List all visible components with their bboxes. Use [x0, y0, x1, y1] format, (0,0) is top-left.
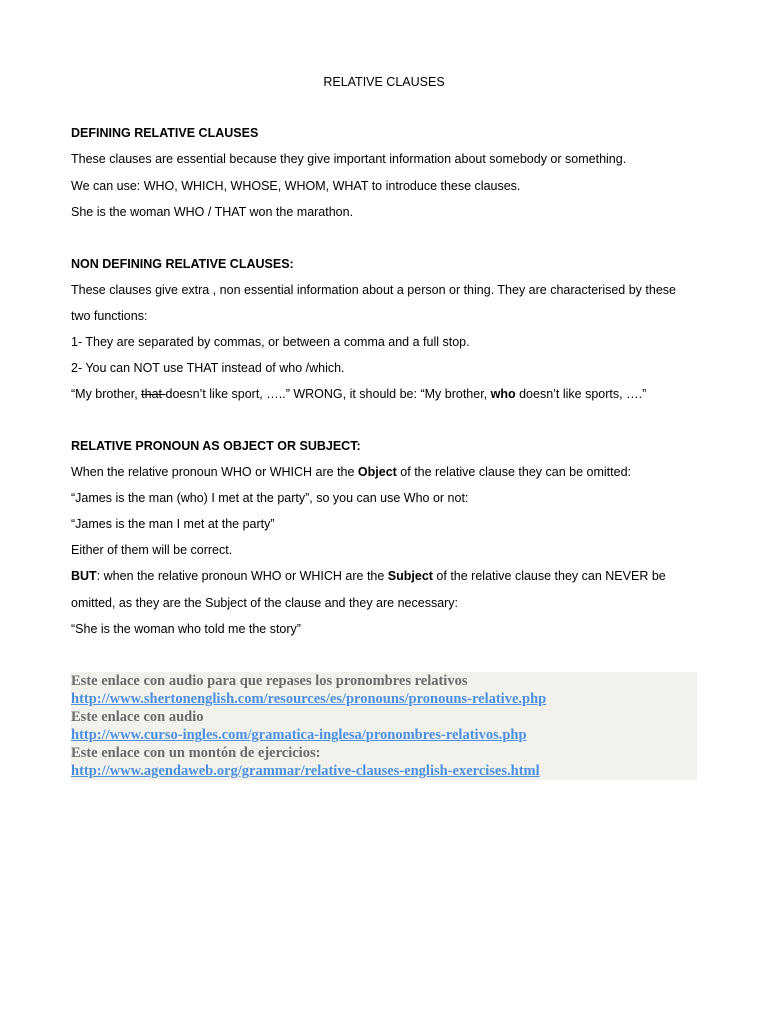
non-defining-heading: NON DEFINING RELATIVE CLAUSES: — [71, 257, 294, 271]
link-agendaweb[interactable]: http://www.agendaweb.org/grammar/relative-clauses-english-exercises.html — [71, 763, 540, 779]
subject-line-mid: : when the relative pronoun WHO or WHICH are the — [96, 569, 388, 583]
page-title: RELATIVE CLAUSES — [323, 75, 445, 89]
subject-line-1 — [71, 569, 666, 583]
example-bold-word: who — [490, 387, 516, 401]
subject-line-but: BUT — [71, 569, 97, 583]
object-example-1: “James is the man (who) I met at the party”, so you can use Who or not: — [71, 491, 469, 505]
object-example-2: “James is the man I met at the party” — [71, 517, 275, 531]
non-defining-rule-2: 2- You can NOT use THAT instead of who /which. — [71, 361, 345, 375]
object-line-4: Either of them will be correct. — [71, 543, 233, 557]
object-line-1 — [71, 465, 631, 479]
subject-example: “She is the woman who told me the story” — [71, 622, 301, 636]
object-subject-heading: RELATIVE PRONOUN AS OBJECT OR SUBJECT: — [71, 439, 361, 453]
object-line-1-bold: Object — [357, 465, 397, 479]
link-label-1: Este enlace con audio para que repases los pronombres relativos — [71, 673, 468, 689]
non-defining-line-2: two functions: — [71, 309, 148, 323]
subject-line-2: omitted, as they are the Subject of the clause and they are necessary: — [71, 596, 459, 610]
defining-heading: DEFINING RELATIVE CLAUSES — [71, 126, 259, 140]
non-defining-rule-1: 1- They are separated by commas, or between a comma and a full stop. — [71, 335, 470, 349]
defining-line-1: These clauses are essential because they give important information about somebody or something. — [71, 152, 627, 166]
defining-line-2: We can use: WHO, WHICH, WHOSE, WHOM, WHAT to introduce these clauses. — [71, 179, 521, 193]
defining-example: She is the woman WHO / THAT won the marathon. — [71, 205, 354, 219]
link-sherton[interactable]: http://www.shertonenglish.com/resources/es/pronouns/pronouns-relative.php — [71, 691, 547, 707]
link-label-3: Este enlace con un montón de ejercicios: — [71, 745, 321, 761]
object-line-1-before: When the relative pronoun WHO or WHICH are the — [71, 465, 358, 479]
link-label-2: Este enlace con audio — [71, 709, 204, 725]
example-text-3: doesn’t like sports, ….” — [515, 387, 647, 401]
link-curso-ingles[interactable]: http://www.curso-ingles.com/gramatica-inglesa/pronombres-relativos.php — [71, 727, 527, 743]
non-defining-example — [71, 387, 646, 401]
example-text-2: doesn’t like sport, …..” WRONG, it should be: “My brother, — [165, 387, 491, 401]
object-line-1-after: of the relative clause they can be omitted: — [396, 465, 631, 479]
example-text-1: “My brother, — [71, 387, 142, 401]
example-struck-word: that — [141, 387, 166, 401]
non-defining-line-1: These clauses give extra , non essential information about a person or thing. They are characterised by these — [71, 283, 676, 297]
subject-line-bold: Subject — [387, 569, 433, 583]
subject-line-after: of the relative clause they can NEVER be — [432, 569, 666, 583]
